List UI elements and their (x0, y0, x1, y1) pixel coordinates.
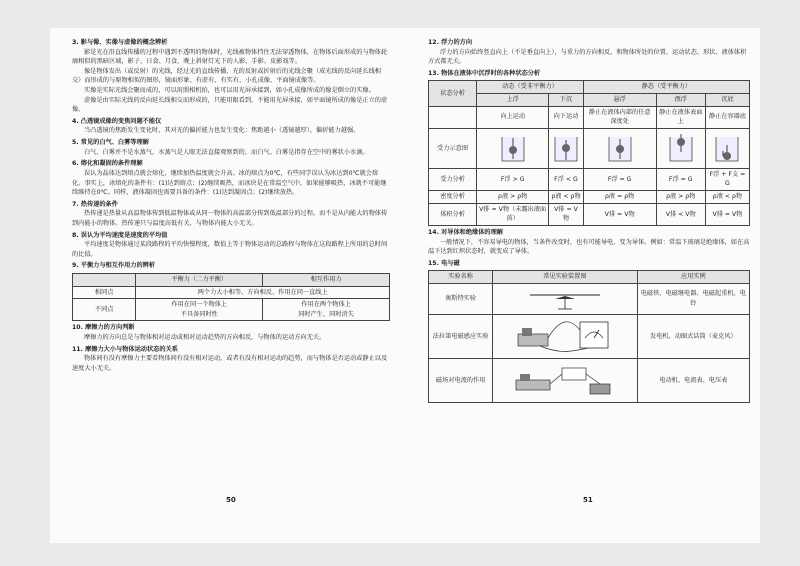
label-diagram: 受力示意图 (429, 128, 477, 168)
table-header-balance: 平衡力（二力平衡） (136, 274, 263, 287)
state-suspend: 悬浮 (583, 94, 656, 107)
cell-same: 两个力大小相等、方向相反、作用在同一直线上 (136, 286, 390, 299)
section-7-title: 7. 热传递的条件 (72, 200, 118, 208)
em-row-3-app: 电动机、电流表、电压表 (637, 358, 749, 402)
diagram-suspend (583, 128, 656, 168)
em-row-2-name: 法拉第电磁感应实验 (429, 314, 493, 358)
section-3-title: 3. 影与像、实像与虚像的概念辨析 (72, 39, 168, 46)
volume-bottom: V排 = V物 (705, 203, 749, 225)
section-3-para-4: 虚像是由实际光线的反向延长线相交而形成的，只能用眼看到，不能用光屏承接，如平面镜所成的像是正立的虚像。 (72, 96, 388, 114)
state-bottom: 沉底 (705, 94, 749, 107)
row-label-diff: 不同点 (73, 299, 136, 321)
section-4-title: 4. 凸透镜成像的变焦问题不能仅 (72, 117, 162, 125)
electromagnetism-table (428, 270, 750, 403)
faraday-induction-figure (510, 316, 620, 356)
section-3-para-3: 实像是实际光线会聚而成的，可以用照相机拍，也可以用光屏承接到，如小孔成像所成的像是倒立的实像。 (84, 87, 375, 95)
desc-bottom: 静止在容器底 (705, 106, 749, 128)
em-row-3-name: 磁场对电流的作用 (429, 358, 493, 402)
force-bottom: F浮 + F支 = G (705, 168, 749, 190)
beaker-rise-diagram (499, 133, 527, 163)
force-suspend: F浮 = G (583, 168, 656, 190)
table-header-empty (73, 274, 136, 287)
label-volume: 体积分析 (429, 203, 477, 225)
cell-diff-balance (136, 299, 263, 321)
diagram-rise (477, 128, 549, 168)
force-sink: F浮 < G (549, 168, 583, 190)
em-row-2-app: 发电机、动圈式话筒（麦克风） (637, 314, 749, 358)
section-10-para: 摩擦力的方向总是与物体相对运动或相对运动趋势的方向相反，与物体的运动方向无关。 (84, 334, 326, 342)
force-comparison-table (72, 273, 390, 321)
state-sink: 下沉 (549, 94, 583, 107)
diagram-sink (549, 128, 583, 168)
volume-sink: V排 = V物 (549, 203, 583, 225)
diagram-bottom (705, 128, 749, 168)
em-header-figure: 常见实验装置图 (493, 271, 637, 284)
row-label-same: 相同点 (73, 286, 136, 299)
label-force: 受力分析 (429, 168, 477, 190)
volume-suspend: V排 = V物 (583, 203, 656, 225)
scanned-spread (50, 28, 760, 543)
label-density: 密度分析 (429, 191, 477, 204)
section-4-para: 当凸透镜的焦距发生变化时，其对光的偏折能力也发生变化：焦距越小（透镜越厚），偏折能力越强。 (84, 127, 360, 135)
desc-suspend: 静止在液体内部的任意深度处 (583, 106, 656, 128)
section-11-para: 物体间有没有摩擦力主要看物体间有没有相对运动，或者有没有相对运动的趋势，而与物体是否运动或静止以及速度大小无关。 (72, 355, 388, 372)
motor-effect-figure (510, 360, 620, 400)
label-state-blank (429, 106, 477, 128)
em-header-name: 实验名称 (429, 271, 493, 284)
page-number-right: 51 (583, 496, 593, 504)
oersted-experiment-figure (520, 285, 610, 313)
em-row-3-figure (493, 358, 637, 402)
section-5-title: 5. 常见的白气、白雾等理解 (72, 139, 149, 147)
desc-float: 静止在液体表面上 (656, 106, 705, 128)
section-8-para: 平均速度是物体通过某段路程的平均快慢程度，数值上等于物体运动的总路程与物体在这段路程上所用的总时间的比值。 (72, 241, 388, 258)
desc-sink: 向下运动 (549, 106, 583, 128)
table-header-interaction: 相互作用力 (263, 274, 390, 287)
cell-diff-interaction (263, 299, 390, 321)
density-sink: ρ液 < ρ物 (549, 191, 583, 204)
diagram-float (656, 128, 705, 168)
density-rise: ρ液 > ρ物 (477, 191, 549, 204)
right-page (428, 36, 750, 405)
density-suspend: ρ液 = ρ物 (583, 191, 656, 204)
density-float: ρ液 > ρ物 (656, 191, 705, 204)
label-state: 状态分析 (429, 81, 477, 106)
em-header-app: 应用实例 (637, 271, 749, 284)
cell-diff-interaction-line-1: 作用在两个物体上 (301, 301, 351, 309)
beaker-suspend-diagram (606, 133, 634, 163)
page-number-left: 50 (226, 496, 236, 504)
section-13-title: 13. 物体在液体中沉浮时的各种状态分析 (428, 69, 541, 77)
em-row-1-name: 奥斯特实验 (429, 283, 493, 314)
beaker-float-diagram (667, 133, 695, 163)
buoyancy-state-table (428, 80, 750, 225)
section-3-para-2: 像是物体发出（或反射）的光线，经过光的直线传播、光的反射或折射后的光线会聚（成光线的反向延长线相交）而形成的与原物相似的图形，镜面形象、有虚有、有实有、小孔成像、平面镜成像等。 (72, 67, 381, 85)
section-3-para-1: 影是光在沿直线传播的过程中遇到不透明的物体时，光线被物体挡住无法穿透物体，在物体后面形成的与物体轮廓相似的黑暗区域，影子、日食、月食、晚上斜射灯光下的人影、手影、皮影戏等。 (72, 48, 388, 66)
section-15-title: 15. 电与磁 (428, 259, 460, 267)
state-float: 漂浮 (656, 94, 705, 107)
cell-diff-interaction-line-2: 同时产生、同时消失 (298, 310, 354, 318)
beaker-sink-diagram (552, 133, 580, 163)
section-12-para: 浮力的方向始终竖直向上（不是垂直向上），与重力的方向相反，和物体所处的位置、运动状态、形状、液体体积方式都无关。 (428, 48, 747, 66)
section-10-title: 10. 摩擦力的方向判断 (72, 324, 135, 332)
group-dynamic: 动态（受非平衡力） (477, 81, 584, 94)
desc-rise: 向上运动 (477, 106, 549, 128)
section-12-title: 12. 浮力的方向 (428, 39, 473, 46)
section-7-para: 热传递是热量从高温物体传到低温物体或从同一物体的高温部分传到低温部分的过程。而不是从内能大的物体传到内能小的物体。热传递只与温度高低有关，与物体内能大小无关。 (72, 210, 388, 227)
em-row-1-app: 电磁铁、电磁继电器、电磁起重机、电铃 (637, 283, 749, 314)
section-8-title: 8. 误认为平均速度是速度的平均值 (72, 231, 168, 239)
section-9-title: 9. 平衡力与相互作用力的辨析 (72, 262, 156, 270)
group-static: 静态（受平衡力） (583, 81, 749, 94)
section-14-para: 一般情况下，不容易导电的物体，当条件改变时，也有可能导电，变为导体。例如：常温下玻璃是绝缘体，如在高温下达到红炽状态时，就变成了导体。 (428, 238, 750, 256)
section-5-para: 白气、白雾并不是水蒸气，水蒸气是人眼无法直接观察到的，而白气、白雾是指存在空中的雾状小水滴。 (84, 148, 369, 156)
state-rise: 上浮 (477, 94, 549, 107)
section-14-title: 14. 对导体和绝缘体的理解 (428, 228, 503, 236)
force-rise: F浮 > G (477, 168, 549, 190)
em-row-2-figure (493, 314, 637, 358)
section-11-title: 11. 摩擦力大小与物体运动状态的关系 (72, 345, 178, 353)
cell-diff-balance-line-2: 不具备同时性 (180, 310, 218, 318)
volume-rise: V排 = V物（未露出液面前） (477, 203, 549, 225)
section-6-title: 6. 熔化和凝固的条件理解 (72, 160, 143, 168)
volume-float: V排 < V物 (656, 203, 705, 225)
left-page (72, 36, 390, 374)
cell-diff-balance-line-1: 作用在同一个物体上 (171, 301, 228, 309)
section-6-para: 误认为晶体达到熔点就会熔化，继续加热温度就会升高。冰的熔点为0℃，有些同学误认为冰达到0℃就会熔化。事实上，冰熔化的条件有：(1)达到熔点；(2)继续吸热，而冰块是在常温空气中，如果能够吸热，冰就不可能继续维持在0℃。同样，液体凝固也需要具备的条件：(1)达到凝固点；(2)继续放热。 (72, 169, 387, 197)
em-row-1-figure (493, 283, 637, 314)
beaker-bottom-diagram (713, 133, 741, 163)
force-float: F浮 = G (656, 168, 705, 190)
density-bottom: ρ液 < ρ物 (705, 191, 749, 204)
